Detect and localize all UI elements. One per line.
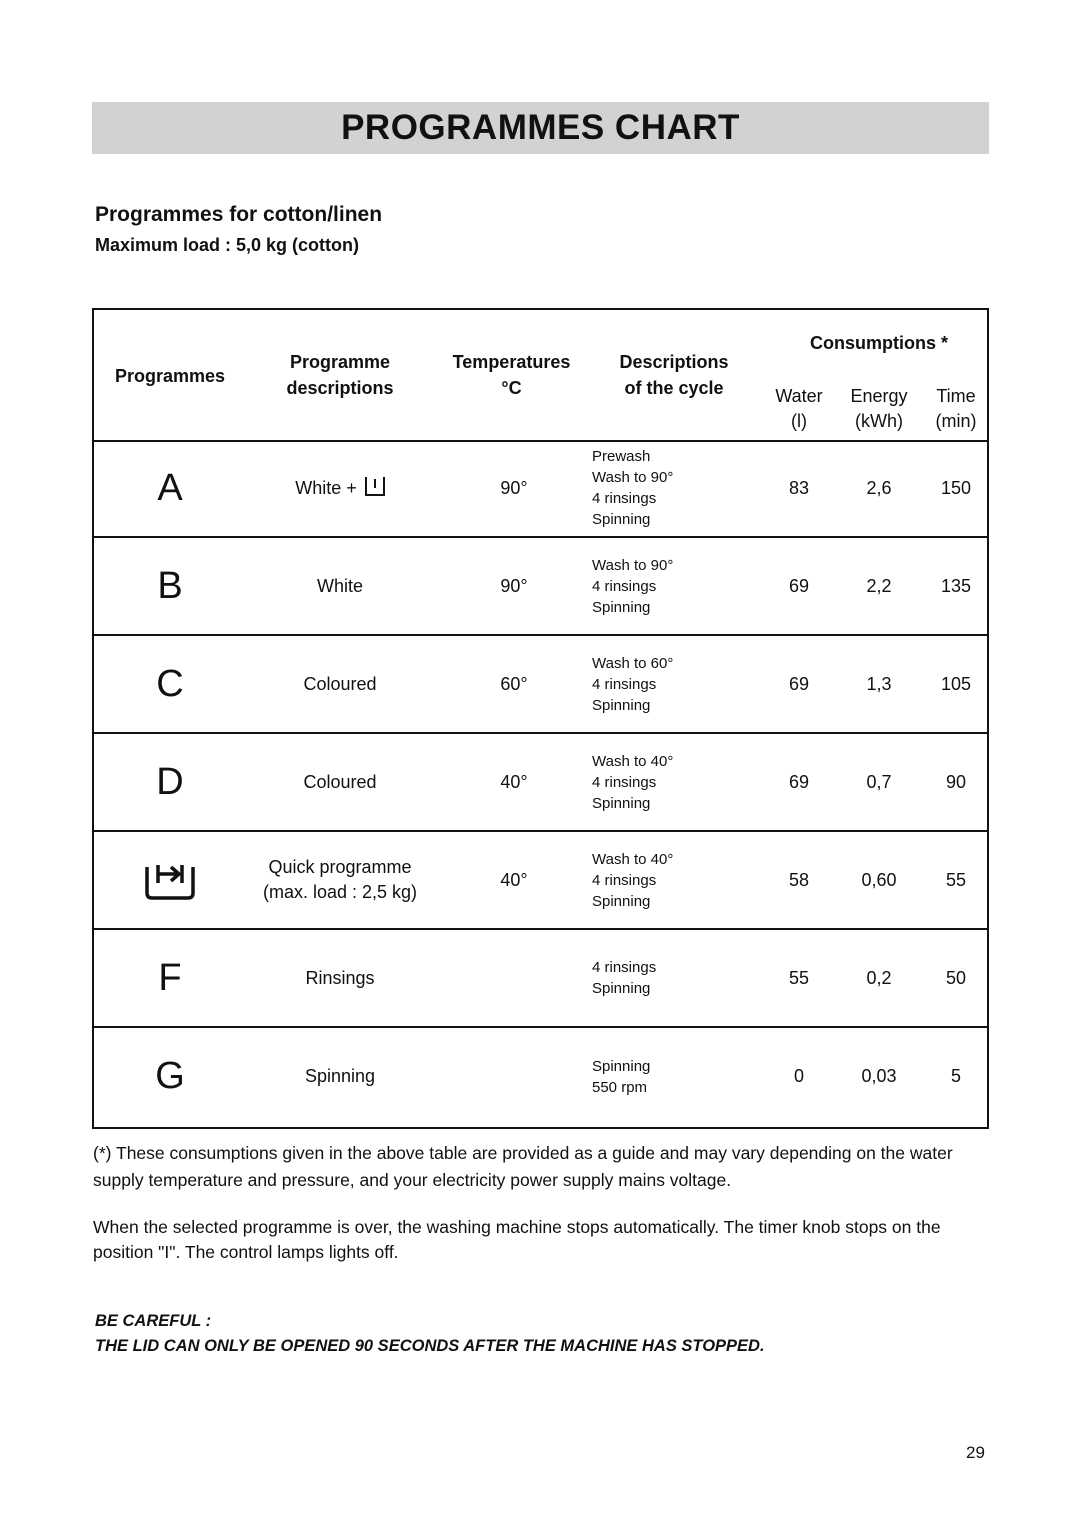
prewash-icon xyxy=(365,477,385,496)
time-value: 90 xyxy=(945,771,967,792)
programme-description: Rinsings xyxy=(305,967,375,988)
header-water: Water xyxy=(775,386,823,406)
table-header xyxy=(94,310,987,442)
energy-value: 0,2 xyxy=(866,967,892,988)
cycle-description xyxy=(592,832,752,928)
water-value: 69 xyxy=(788,771,810,792)
energy-value: 0,03 xyxy=(861,1066,897,1086)
cycle-step: 550 rpm xyxy=(592,1078,648,1096)
cycle-step: 4 rinsings xyxy=(592,773,657,791)
consumption-footnote: (*) These consumptions given in the above table are provided as a guide and may vary depending on the water supply temperature and pressure, and your electricity power supply mains voltage. xyxy=(93,1143,953,1190)
energy-value: 1,3 xyxy=(866,673,892,694)
time-value: 150 xyxy=(940,477,972,498)
cycle-step: Spinning xyxy=(592,598,651,616)
table-row xyxy=(94,1028,987,1125)
programme-description: White xyxy=(316,575,363,596)
cycle-step: Wash to 40° xyxy=(592,850,674,868)
title-bar xyxy=(92,102,989,154)
programme-letter: B xyxy=(157,564,183,607)
cycle-step: Spinning xyxy=(592,980,651,997)
programme-description: Quick programme xyxy=(268,857,412,877)
programme-symbol xyxy=(94,832,246,928)
programme-letter: F xyxy=(158,956,182,999)
temperature: 60° xyxy=(500,673,528,694)
header-temperatures: Temperatures xyxy=(452,352,571,372)
cycle-step: Spinning xyxy=(592,794,651,812)
page-number: 29 xyxy=(966,1443,985,1462)
header-energy-unit: (kWh) xyxy=(855,411,903,431)
header-programme-descriptions-2: descriptions xyxy=(286,378,394,398)
cycle-step: Prewash xyxy=(592,448,651,465)
cycle-step: Spinning xyxy=(592,1057,651,1075)
time-value: 135 xyxy=(940,575,972,596)
header-time: Time xyxy=(936,386,976,406)
cycle-step: 4 rinsings xyxy=(592,490,657,507)
programme-letter: C xyxy=(156,662,184,705)
time-value: 50 xyxy=(945,967,967,988)
cycle-step: Spinning xyxy=(592,696,651,714)
water-value: 55 xyxy=(788,967,810,988)
table-row xyxy=(94,930,987,1028)
programme-letter: D xyxy=(156,760,184,803)
header-water-unit: (l) xyxy=(791,411,807,431)
time-value: 55 xyxy=(945,869,967,890)
energy-value: 2,6 xyxy=(866,477,892,498)
programme-description: Coloured xyxy=(303,771,377,792)
quick-programme-icon xyxy=(144,859,196,901)
careful-label: BE CAREFUL : xyxy=(95,1312,212,1330)
energy-value: 0,7 xyxy=(866,771,892,792)
cycle-step: Spinning xyxy=(592,511,651,528)
header-descriptions-cycle-2: of the cycle xyxy=(624,378,724,398)
temperature: 90° xyxy=(500,477,528,498)
programme-description: Coloured xyxy=(303,673,377,694)
header-energy: Energy xyxy=(850,386,908,406)
table-row xyxy=(94,538,987,636)
energy-value: 2,2 xyxy=(866,575,892,596)
cycle-description xyxy=(592,440,752,536)
temperature: 40° xyxy=(500,771,528,792)
water-value: 58 xyxy=(788,869,810,890)
cycle-step: 4 rinsings xyxy=(592,675,657,693)
cycle-description xyxy=(592,930,752,1026)
time-value: 105 xyxy=(940,673,972,694)
temperature: 40° xyxy=(500,869,528,890)
temperature: 90° xyxy=(500,575,528,596)
table-row xyxy=(94,636,987,734)
programme-letter: G xyxy=(155,1055,185,1097)
cycle-step: Wash to 40° xyxy=(592,752,674,770)
cycle-step: 4 rinsings xyxy=(592,871,657,889)
cycle-step: Spinning xyxy=(592,892,651,910)
cycle-step: Wash to 90° xyxy=(592,469,674,486)
table-row xyxy=(94,832,987,930)
table-row xyxy=(94,734,987,832)
water-value: 0 xyxy=(793,1066,804,1086)
cycle-step: Wash to 60° xyxy=(592,654,674,672)
cycle-step: 4 rinsings xyxy=(592,577,657,595)
section-title: Programmes for cotton/linen xyxy=(95,203,383,226)
temperature xyxy=(479,1028,549,1125)
water-value: 69 xyxy=(788,673,810,694)
programme-description-note: (max. load : 2,5 kg) xyxy=(262,882,418,902)
cycle-step: Wash to 90° xyxy=(592,556,674,574)
water-value: 83 xyxy=(788,477,810,498)
programmes-table xyxy=(92,308,989,1129)
cycle-step: 4 rinsings xyxy=(592,959,657,976)
programme-letter: A xyxy=(157,466,183,509)
header-descriptions-cycle-1: Descriptions xyxy=(619,352,729,372)
energy-value: 0,60 xyxy=(861,869,897,890)
programme-description: Spinning xyxy=(304,1066,376,1086)
header-programmes: Programmes xyxy=(114,366,226,386)
water-value: 69 xyxy=(788,575,810,596)
header-consumptions: Consumptions * xyxy=(810,333,948,353)
max-load: Maximum load : 5,0 kg (cotton) xyxy=(95,235,360,255)
temperature xyxy=(479,930,549,1026)
cycle-description xyxy=(592,734,752,830)
cycle-description xyxy=(592,636,752,732)
header-programme-descriptions-1: Programme xyxy=(289,352,391,372)
cycle-description xyxy=(592,538,752,634)
page-title: PROGRAMMES CHART xyxy=(341,108,740,147)
cycle-description xyxy=(592,1028,752,1125)
lid-warning: THE LID CAN ONLY BE OPENED 90 SECONDS AFTER THE MACHINE HAS STOPPED. xyxy=(95,1337,765,1355)
header-time-unit: (min) xyxy=(935,411,977,431)
programme-description: White + xyxy=(295,477,357,498)
end-of-programme-notice: When the selected programme is over, the washing machine stops automatically. The timer knob stops on the position "I". The control lamps lights off. xyxy=(93,1217,941,1262)
time-value: 5 xyxy=(950,1066,961,1086)
header-temperature-unit: °C xyxy=(501,378,522,398)
table-row xyxy=(94,440,987,538)
